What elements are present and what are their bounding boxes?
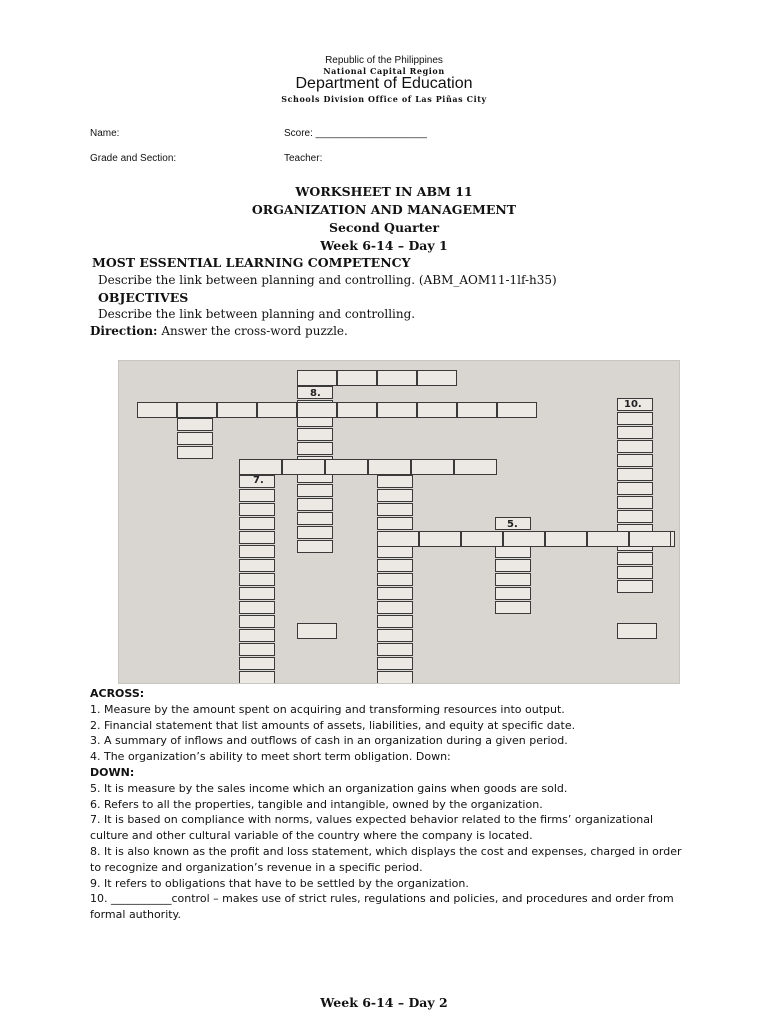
crossword-cell[interactable] <box>411 459 454 475</box>
subject-title: ORGANIZATION AND MANAGEMENT <box>251 202 517 217</box>
crossword-cell[interactable] <box>377 475 413 488</box>
crossword-cell[interactable] <box>629 531 671 547</box>
crossword-cell[interactable] <box>239 489 275 502</box>
direction-text: Answer the cross-word puzzle. <box>157 324 348 338</box>
score-label: Score: ____________________ <box>284 128 427 139</box>
crossword-cell[interactable] <box>177 432 213 445</box>
objectives-heading: OBJECTIVES <box>98 290 189 305</box>
crossword-cell[interactable] <box>377 517 413 530</box>
crossword-cell[interactable] <box>495 601 531 614</box>
crossword-cell[interactable] <box>239 643 275 656</box>
crossword-cell[interactable] <box>239 531 275 544</box>
crossword-cell[interactable] <box>617 426 653 439</box>
crossword-cell[interactable] <box>257 402 297 418</box>
across-heading: ACROSS: <box>90 687 145 700</box>
crossword-cell[interactable] <box>239 615 275 628</box>
crossword-cell[interactable] <box>377 657 413 670</box>
crossword-cell[interactable] <box>337 402 377 418</box>
across-clue-3: 3. A summary of inflows and outflows of cash in an organization during a given period. <box>90 734 568 748</box>
crossword-cell[interactable] <box>503 531 545 547</box>
name-label: Name: <box>90 128 120 139</box>
crossword-cell[interactable] <box>177 446 213 459</box>
crossword-cell[interactable] <box>239 459 282 475</box>
across-clue-4: 4. The organization’s ability to meet short term obligation. Down: <box>90 750 451 764</box>
crossword-cell[interactable] <box>545 531 587 547</box>
crossword-cell[interactable] <box>377 615 413 628</box>
crossword-cell[interactable] <box>137 402 177 418</box>
crossword-cell[interactable] <box>239 503 275 516</box>
across-clue-2: 2. Financial statement that list amounts of assets, liabilities, and equity at specific date. <box>90 718 576 732</box>
crossword-cell[interactable] <box>457 402 497 418</box>
crossword-cell[interactable] <box>377 573 413 586</box>
crossword-cell[interactable] <box>617 510 653 523</box>
direction-label: Direction: <box>90 324 158 338</box>
down-heading: DOWN: <box>90 765 135 779</box>
crossword-cell[interactable] <box>377 531 419 547</box>
quarter-title: Second Quarter <box>328 220 440 235</box>
crossword-cell[interactable] <box>461 531 503 547</box>
crossword-cell[interactable] <box>377 559 413 572</box>
crossword-cell[interactable] <box>617 454 653 467</box>
objectives-text: Describe the link between planning and controlling. <box>98 307 416 321</box>
crossword-cell[interactable] <box>617 623 657 639</box>
crossword-cell[interactable] <box>239 587 275 600</box>
clue-number-8: 8. <box>310 388 321 399</box>
melc-text: Describe the link between planning and controlling. (ABM_AOM11-1lf-h35) <box>98 273 557 287</box>
crossword-cell[interactable] <box>377 402 417 418</box>
crossword-cell[interactable] <box>297 512 333 525</box>
crossword-cell[interactable] <box>239 671 275 684</box>
crossword-cell[interactable] <box>297 402 337 418</box>
crossword-cell[interactable] <box>417 370 457 386</box>
across-clue-1: 1. Measure by the amount spent on acquiring and transforming resources into output. <box>90 702 565 716</box>
day2-heading: Week 6-14 – Day 2 <box>320 995 448 1010</box>
crossword-cell[interactable] <box>297 370 337 386</box>
week-day-title: Week 6-14 – Day 1 <box>320 238 448 253</box>
down-clue-6: 6. Refers to all the properties, tangible and intangible, owned by the organization. <box>90 797 543 811</box>
crossword-cell[interactable] <box>282 459 325 475</box>
crossword-cell[interactable] <box>377 587 413 600</box>
crossword-cell[interactable] <box>337 370 377 386</box>
crossword-cell[interactable] <box>297 498 333 511</box>
crossword-cell[interactable] <box>377 643 413 656</box>
crossword-cell[interactable] <box>377 629 413 642</box>
region-line: National Capital Region <box>323 66 445 76</box>
crossword-cell[interactable] <box>495 573 531 586</box>
grade-section-label: Grade and Section: <box>90 153 177 164</box>
down-clue-8: 8. It is also known as the profit and loss statement, which displays the cost and expenses, charged in order to recognize and organization’s revenue in a specific period. <box>90 844 682 874</box>
crossword-cell[interactable] <box>417 402 457 418</box>
crossword-cell[interactable] <box>177 402 217 418</box>
down-clue-9: 9. It refers to obligations that have to be settled by the organization. <box>90 876 469 890</box>
crossword-cell[interactable] <box>495 587 531 600</box>
crossword-cell[interactable] <box>177 418 213 431</box>
down-clue-10: 10. ___________control – makes use of strict rules, regulations and policies, and procedures and order from formal authority. <box>90 892 674 922</box>
crossword-cell[interactable] <box>239 559 275 572</box>
crossword-cell[interactable] <box>377 503 413 516</box>
clue-number-10: 10. <box>624 399 642 410</box>
crossword-cell[interactable] <box>297 442 333 455</box>
crossword-cell[interactable] <box>377 601 413 614</box>
clues-section <box>90 686 690 923</box>
direction-line <box>90 324 348 338</box>
crossword-cell[interactable] <box>617 468 653 481</box>
division-line: Schools Division Office of Las Piñas City <box>281 94 487 104</box>
crossword-cell[interactable] <box>297 428 333 441</box>
down-clue-7: 7. It is based on compliance with norms, values expected behavior related to the firms’ organizational culture and other cultural variable of the country where the company is located. <box>90 813 654 843</box>
crossword-cell[interactable] <box>297 623 337 639</box>
crossword-cell[interactable] <box>217 402 257 418</box>
crossword-cell[interactable] <box>617 496 653 509</box>
crossword-cell[interactable] <box>495 559 531 572</box>
crossword-cell[interactable] <box>239 545 275 558</box>
clue-number-7: 7. <box>253 475 264 486</box>
crossword-cell[interactable] <box>325 459 368 475</box>
crossword-puzzle <box>118 360 680 684</box>
crossword-cell[interactable] <box>377 671 413 684</box>
crossword-cell[interactable] <box>239 601 275 614</box>
crossword-cell[interactable] <box>297 540 333 553</box>
crossword-cell[interactable] <box>617 580 653 593</box>
crossword-cell[interactable] <box>239 657 275 670</box>
crossword-cell[interactable] <box>454 459 497 475</box>
crossword-cell[interactable] <box>617 482 653 495</box>
crossword-cell[interactable] <box>497 402 537 418</box>
crossword-cell[interactable] <box>377 370 417 386</box>
crossword-cell[interactable] <box>297 484 333 497</box>
teacher-label: Teacher: <box>284 153 323 164</box>
clue-number-5: 5. <box>507 519 518 530</box>
crossword-cell[interactable] <box>239 629 275 642</box>
crossword-cell[interactable] <box>377 489 413 502</box>
crossword-cell[interactable] <box>587 531 629 547</box>
crossword-cell[interactable] <box>617 566 653 579</box>
melc-heading: MOST ESSENTIAL LEARNING COMPETENCY <box>92 255 411 270</box>
crossword-cell[interactable] <box>419 531 461 547</box>
republic-line: Republic of the Philippines <box>325 55 443 66</box>
crossword-cell[interactable] <box>239 573 275 586</box>
crossword-cell[interactable] <box>368 459 411 475</box>
crossword-cell[interactable] <box>297 526 333 539</box>
department-title: Department of Education <box>295 75 473 92</box>
crossword-cell[interactable] <box>239 517 275 530</box>
crossword-cell[interactable] <box>617 440 653 453</box>
crossword-cell[interactable] <box>617 412 653 425</box>
down-clue-5: 5. It is measure by the sales income which an organization gains when goods are sold. <box>90 781 568 795</box>
worksheet-title: WORKSHEET IN ABM 11 <box>295 184 473 199</box>
crossword-cell[interactable] <box>617 552 653 565</box>
